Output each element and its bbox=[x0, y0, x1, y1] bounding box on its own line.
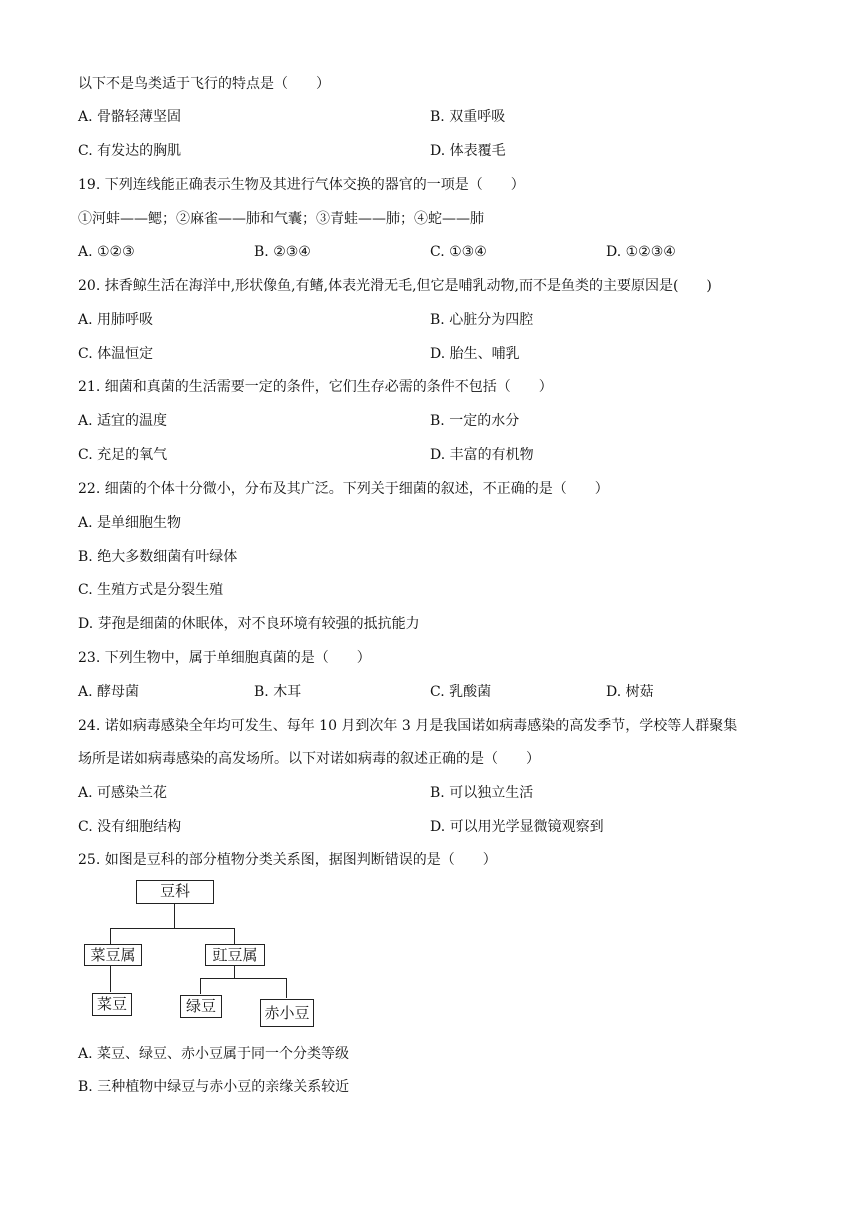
question-25-stem: 25. 如图是豆科的部分植物分类关系图，据图判断错误的是（ ） bbox=[78, 852, 497, 868]
option-a: A. 用肺呼吸 bbox=[78, 312, 154, 328]
option-b: B. 绝大多数细菌有叶绿体 bbox=[78, 549, 238, 565]
species-box-left: 菜豆 bbox=[92, 993, 132, 1016]
question-21-stem: 21. 细菌和真菌的生活需要一定的条件，它们生存必需的条件不包括（ ） bbox=[78, 379, 553, 395]
option-a: A. 可感染兰花 bbox=[78, 785, 168, 801]
option-d: D. 树菇 bbox=[606, 684, 654, 700]
genus-box-left: 菜豆属 bbox=[84, 944, 142, 966]
option-d: D. 体表覆毛 bbox=[430, 143, 506, 159]
option-a: A. 酵母菌 bbox=[78, 684, 140, 700]
option-b: B. 一定的水分 bbox=[430, 413, 520, 429]
option-b: B. 木耳 bbox=[254, 684, 302, 700]
option-c: C. 没有细胞结构 bbox=[78, 819, 182, 835]
question-24-stem-line2: 场所是诺如病毒感染的高发场所。以下对诺如病毒的叙述正确的是（ ） bbox=[78, 751, 540, 767]
connector-line bbox=[110, 928, 111, 944]
option-a: A. 骨骼轻薄坚固 bbox=[78, 109, 182, 125]
option-c: C. ①③④ bbox=[430, 244, 487, 260]
option-d: D. ①②③④ bbox=[606, 244, 676, 260]
connector-line bbox=[200, 978, 201, 994]
option-b: B. ②③④ bbox=[254, 244, 311, 260]
option-a: A. ①②③ bbox=[78, 244, 135, 260]
species-box-mid: 绿豆 bbox=[180, 995, 222, 1018]
option-d: D. 丰富的有机物 bbox=[430, 447, 534, 463]
option-b: B. 双重呼吸 bbox=[430, 109, 506, 125]
genus-box-right: 豇豆属 bbox=[205, 944, 265, 966]
option-d: D. 芽孢是细菌的休眠体，对不良环境有较强的抵抗能力 bbox=[78, 616, 420, 632]
connector-line bbox=[110, 966, 111, 992]
option-a: A. 是单细胞生物 bbox=[78, 515, 182, 531]
species-box-right: 赤小豆 bbox=[260, 999, 314, 1027]
question-20-stem: 20. 抹香鲸生活在海洋中,形状像鱼,有鳍,体表光滑无毛,但它是哺乳动物,而不是鱼类的主要原因是( ) bbox=[78, 278, 712, 294]
connector-line bbox=[286, 978, 287, 998]
question-stem: 以下不是鸟类适于飞行的特点是（ ） bbox=[78, 76, 330, 92]
question-19-stem: 19. 下列连线能正确表示生物及其进行气体交换的器官的一项是（ ） bbox=[78, 177, 525, 193]
option-b: B. 心脏分为四腔 bbox=[430, 312, 534, 328]
option-b: B. 可以独立生活 bbox=[430, 785, 534, 801]
option-d: D. 可以用光学显微镜观察到 bbox=[430, 819, 604, 835]
connector-line bbox=[110, 928, 234, 929]
option-a: A. 适宜的温度 bbox=[78, 413, 168, 429]
option-a: A. 菜豆、绿豆、赤小豆属于同一个分类等级 bbox=[78, 1046, 350, 1062]
option-c: C. 有发达的胸肌 bbox=[78, 143, 182, 159]
connector-line bbox=[174, 904, 175, 928]
option-c: C. 充足的氧气 bbox=[78, 447, 168, 463]
connector-line bbox=[234, 928, 235, 944]
option-d: D. 胎生、哺乳 bbox=[430, 346, 520, 362]
question-22-stem: 22. 细菌的个体十分微小，分布及其广泛。下列关于细菌的叙述，不正确的是（ ） bbox=[78, 481, 609, 497]
connector-line bbox=[200, 978, 286, 979]
question-24-stem-line1: 24. 诺如病毒感染全年均可发生、每年 10 月到次年 3 月是我国诺如病毒感染的高发季节，学校等人群聚集 bbox=[78, 718, 738, 734]
option-b: B. 三种植物中绿豆与赤小豆的亲缘关系较近 bbox=[78, 1079, 350, 1095]
connector-line bbox=[234, 966, 235, 978]
option-c: C. 体温恒定 bbox=[78, 346, 154, 362]
question-23-stem: 23. 下列生物中，属于单细胞真菌的是（ ） bbox=[78, 650, 371, 666]
family-box: 豆科 bbox=[136, 880, 214, 904]
question-19-pairs: ①河蚌——鳃；②麻雀——肺和气囊；③青蛙——肺；④蛇——肺 bbox=[78, 211, 484, 227]
option-c: C. 生殖方式是分裂生殖 bbox=[78, 582, 224, 598]
option-c: C. 乳酸菌 bbox=[430, 684, 492, 700]
